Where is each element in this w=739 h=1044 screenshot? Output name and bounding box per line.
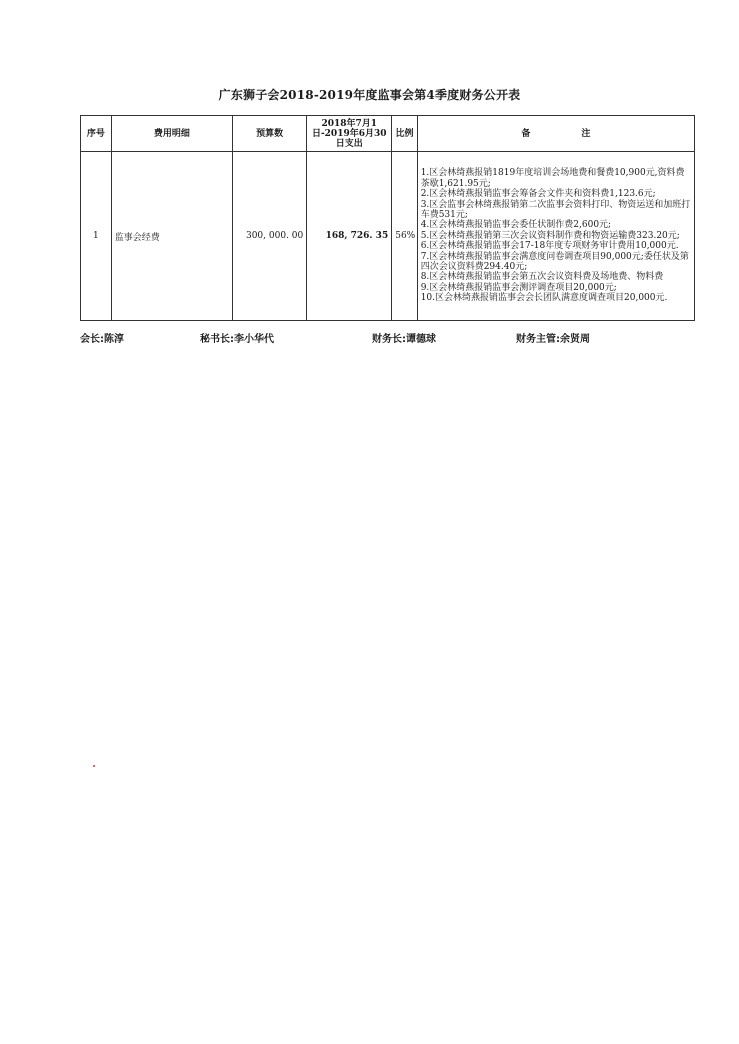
cell-seq: 1 xyxy=(81,152,112,321)
note-line-10: 10.区会林绮燕报销监事会会长团队满意度调查项目20,000元. xyxy=(420,293,668,304)
note-line-2: 2.区会林绮燕报销监事会筹备会文件夹和资料费1,123.6元; xyxy=(420,189,656,200)
cell-spent: 168, 726. 35 xyxy=(307,152,392,321)
note-line-4: 4.区会林绮燕报销监事会委任状制作费2,600元; xyxy=(420,220,612,231)
header-spent: 2018年7月1日-2019年6月30日支出 xyxy=(307,116,392,152)
header-seq: 序号 xyxy=(81,116,112,152)
header-budget: 预算数 xyxy=(232,116,306,152)
note-line-8: 8.区会林绮燕报销监事会第五次会议资料费及场地费、物料费 xyxy=(420,272,664,283)
header-ratio: 比例 xyxy=(392,116,417,152)
cell-ratio: 56% xyxy=(392,152,417,321)
table-row xyxy=(81,152,695,321)
cell-item: 监事会经费 xyxy=(111,152,232,321)
cell-budget: 300, 000. 00 xyxy=(232,152,306,321)
page-title: 广东狮子会2018-2019年度监事会第4季度财务公开表 xyxy=(218,88,521,102)
note-line-9: 9.区会林绮燕报销监事会测评调查项目20,000元; xyxy=(420,282,617,293)
signature-treasurer: 财务长:谭德球 xyxy=(372,334,436,345)
note-line-3: 3.区会监事会林绮燕报销第二次监事会资料打印、物资运送和加班打车费531元; xyxy=(420,199,691,220)
note-line-5: 5.区会林绮燕报销第三次会议资料制作费和物资运输费323.20元; xyxy=(420,230,680,241)
cell-notes xyxy=(417,152,694,321)
scan-mark xyxy=(93,765,95,767)
financial-table xyxy=(80,115,695,321)
header-notes-part-2: 注 xyxy=(581,128,591,139)
signature-supervisor: 财务主管:余贤周 xyxy=(516,334,590,345)
header-item: 费用明细 xyxy=(111,116,232,152)
signature-secretary: 秘书长:李小华代 xyxy=(200,334,274,345)
header-notes-part-1: 备 xyxy=(521,128,531,139)
note-line-7: 7.区会林绮燕报销监事会满意度问卷调查项目90,000元;委任状及第四次会议资料费294.40元; xyxy=(420,251,689,273)
header-notes xyxy=(417,116,694,152)
table-header-row xyxy=(81,116,695,152)
note-line-1: 1.区会林绮燕报销1819年度培训会场地费和餐费10,900元,资料费茶歇1,621.95元; xyxy=(420,168,685,189)
note-line-6: 6.区会林绮燕报销监事会17-18年度专项财务审计费用10,000元. xyxy=(420,241,679,252)
signature-president: 会长:陈淳 xyxy=(80,334,124,345)
